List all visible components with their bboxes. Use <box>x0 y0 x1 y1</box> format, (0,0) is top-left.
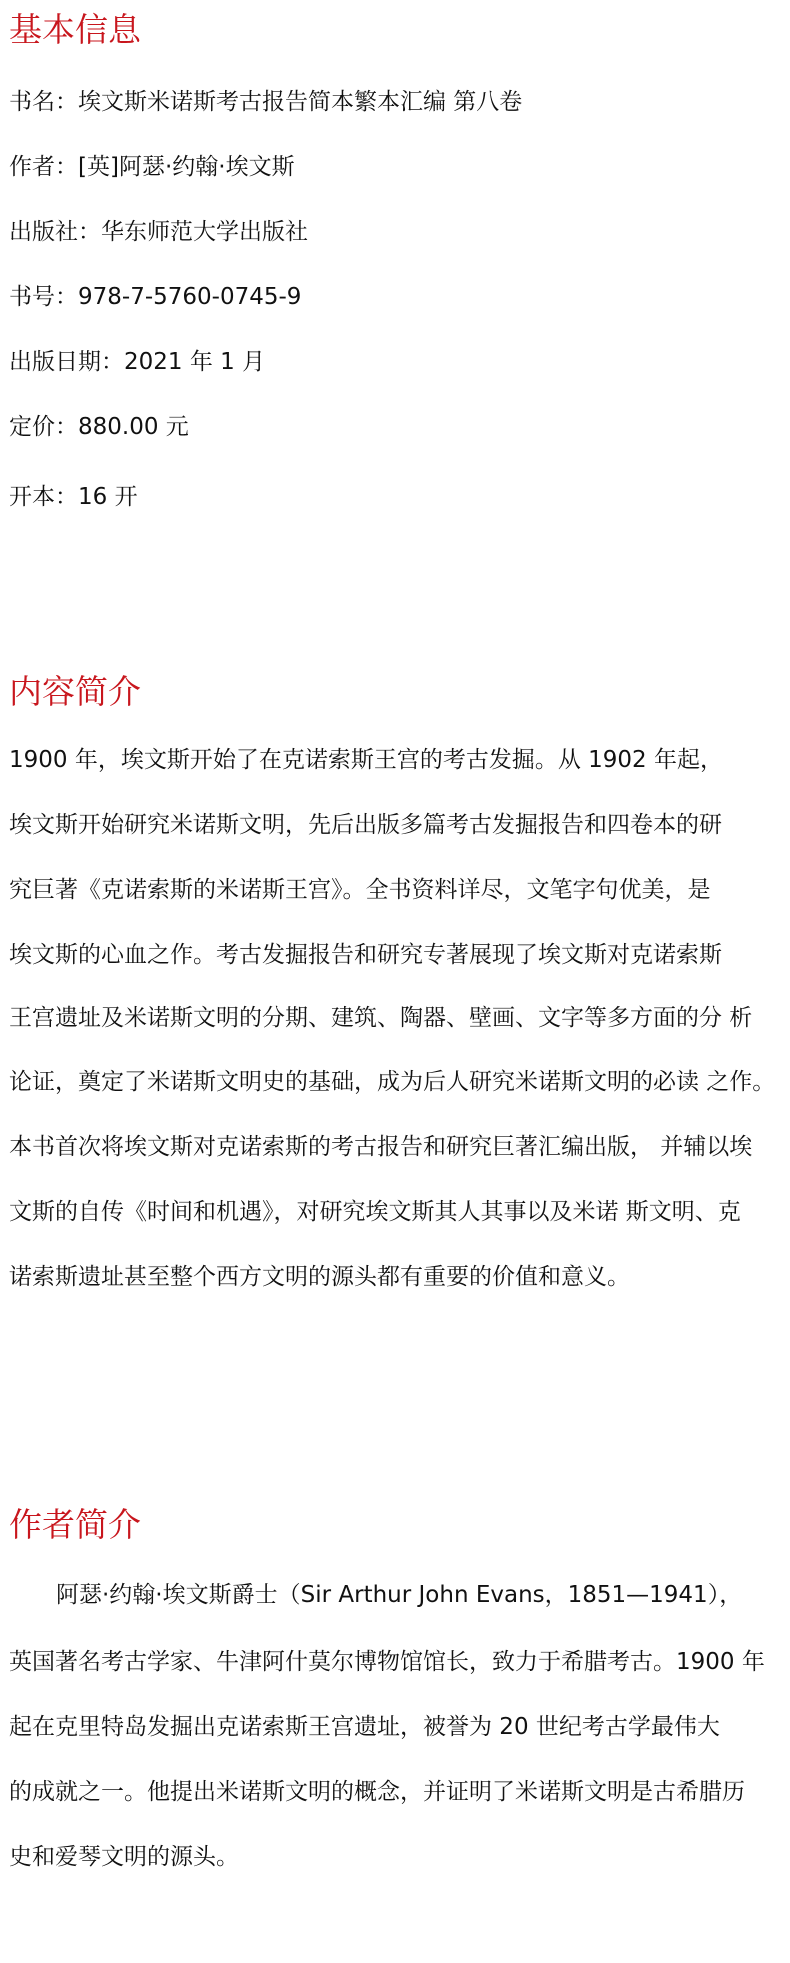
author-intro-line: 史和爱琴文明的源头。 <box>9 1844 239 1870</box>
content-intro-line: 诺索斯遗址甚至整个西方文明的源头都有重要的价值和意义。 <box>9 1264 630 1290</box>
author-intro-line: 英国著名考古学家、牛津阿什莫尔博物馆馆长，致力于希腊考古。1900 年 <box>9 1649 765 1675</box>
author-intro-line: 阿瑟·约翰·埃文斯爵士（Sir Arthur John Evans，1851—1941）， <box>56 1582 743 1608</box>
author-intro-line: 的成就之一。他提出米诺斯文明的概念，并证明了米诺斯文明是古希腊历 <box>9 1779 745 1805</box>
info-line-publisher: 出版社：华东师范大学出版社 <box>9 219 308 245</box>
section-heading-author-intro: 作者简介 <box>9 1505 141 1544</box>
section-heading-basic-info: 基本信息 <box>9 10 141 49</box>
content-intro-line: 埃文斯的心血之作。考古发掘报告和研究专著展现了埃文斯对克诺索斯 <box>9 942 722 968</box>
content-intro-line: 王宫遗址及米诺斯文明的分期、建筑、陶器、壁画、文字等多方面的分 析 <box>9 1005 753 1031</box>
info-line-price: 定价：880.00 元 <box>9 414 189 440</box>
content-intro-line: 本书首次将埃文斯对克诺索斯的考古报告和研究巨著汇编出版， 并辅以埃 <box>9 1134 753 1160</box>
info-line-book-title: 书名：埃文斯米诺斯考古报告简本繁本汇编 第八卷 <box>9 89 523 115</box>
info-line-author: 作者：[英]阿瑟·约翰·埃文斯 <box>9 154 295 180</box>
author-intro-line: 起在克里特岛发掘出克诺索斯王宫遗址，被誉为 20 世纪考古学最伟大 <box>9 1714 720 1740</box>
info-line-isbn: 书号：978-7-5760-0745-9 <box>9 284 302 310</box>
content-intro-line: 论证，奠定了米诺斯文明史的基础，成为后人研究米诺斯文明的必读 之作。 <box>9 1069 776 1095</box>
info-line-pub-date: 出版日期：2021 年 1 月 <box>9 349 266 375</box>
content-intro-line: 文斯的自传《时间和机遇》，对研究埃文斯其人其事以及米诺 斯文明、克 <box>9 1199 741 1225</box>
info-line-format: 开本：16 开 <box>9 484 138 510</box>
section-heading-content-intro: 内容简介 <box>9 672 141 711</box>
content-intro-line: 究巨著《克诺索斯的米诺斯王宫》。全书资料详尽，文笔字句优美，是 <box>9 877 711 903</box>
content-intro-line: 埃文斯开始研究米诺斯文明，先后出版多篇考古发掘报告和四卷本的研 <box>9 812 722 838</box>
content-intro-line: 1900 年，埃文斯开始了在克诺索斯王宫的考古发掘。从 1902 年起， <box>9 747 723 773</box>
